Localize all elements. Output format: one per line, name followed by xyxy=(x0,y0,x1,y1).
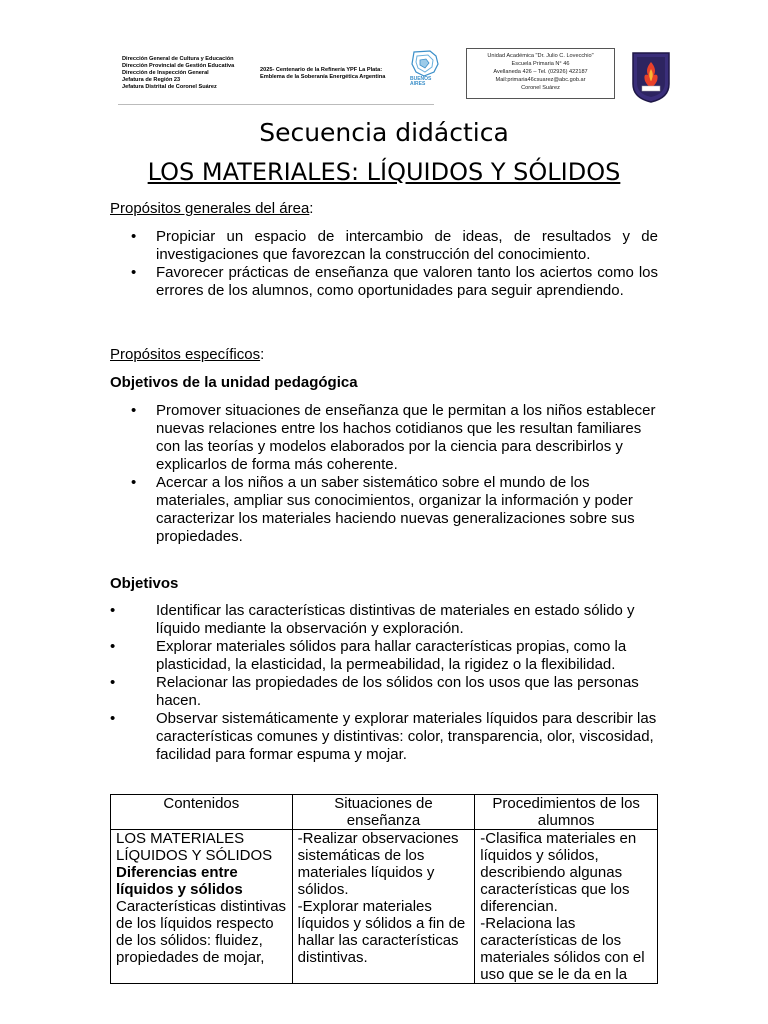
header-line: Dirección Provincial de Gestión Educativa xyxy=(122,63,235,69)
document-title: Secuencia didáctica xyxy=(259,118,509,147)
list-item: • Acercar a los niños a un saber sistemático sobre el mundo de los materiales, ampliar sus conocimientos, organizar la información y poder caracterizar los materiales haciendo nuevas generalizaciones sobre sus propiedades. xyxy=(131,474,635,545)
list-item: • Relacionar las propiedades de los sólidos con los usos que las personas hacen. xyxy=(110,674,639,709)
school-line: Escuela Primaria N° 46 xyxy=(511,61,570,67)
bullet-icon: • xyxy=(110,674,116,691)
bullet-icon: • xyxy=(131,474,137,491)
document-subtitle: LOS MATERIALES: LÍQUIDOS Y SÓLIDOS xyxy=(147,158,621,186)
bullet-icon: • xyxy=(131,228,137,245)
school-line: Avellaneda 426 – Tel. (02926) 422187 xyxy=(493,69,588,75)
content-table xyxy=(110,794,658,984)
bullet-icon: • xyxy=(110,602,116,619)
header-line: Emblema de la Soberanía Energética Argentina xyxy=(260,74,386,80)
section-heading: Propósitos generales del área xyxy=(110,200,310,217)
list-item: • Propiciar un espacio de intercambio de ideas, de resultados y de investigaciones que favorezcan la construcción del conocimiento. xyxy=(131,228,658,263)
buenos-aires-logo xyxy=(408,50,442,94)
bullet-icon: • xyxy=(110,638,116,655)
general-purposes-list xyxy=(110,228,658,300)
objectives-heading: Objetivos xyxy=(110,575,179,592)
list-item: • Explorar materiales sólidos para hallar características propias, como la plasticidad, la elasticidad, la permeabilidad, la rigidez o la flexibilidad. xyxy=(110,638,627,673)
header-institution-lines xyxy=(122,56,262,91)
school-line: Mail:primaria46csuarez@abc.gob.ar xyxy=(495,77,586,83)
unit-objectives-heading: Objetivos de la unidad pedagógica xyxy=(110,374,358,391)
table-header-cell: Procedimientos de los alumnos xyxy=(475,795,658,830)
logo-text: AIRES xyxy=(410,81,426,87)
header-line: Jefatura Distrital de Coronel Suárez xyxy=(122,84,217,90)
table-header-cell: Contenidos xyxy=(111,795,293,830)
header-line: Dirección General de Cultura y Educación xyxy=(122,56,234,62)
header-line: Jefatura de Región 23 xyxy=(122,77,181,83)
list-item: • Promover situaciones de enseñanza que le permitan a los niños establecer nuevas relaciones entre los hachos cotidianos que les resultan familiares con las teorías y modelos elaborados por la ciencia para describirlos y explicarlos de forma más coherente. xyxy=(131,402,656,473)
bullet-icon: • xyxy=(131,264,137,281)
school-crest-icon xyxy=(630,50,672,104)
school-line: Coronel Suárez xyxy=(521,85,560,91)
table-cell-procedimientos: -Clasifica materiales en líquidos y sólidos, describiendo algunas características que los diferencian. -Relaciona las características de los materiales sólidos con el uso que se le da en la xyxy=(475,830,658,984)
list-item: • Identificar las características distintivas de materiales en estado sólido y líquido mediante la observación y exploración. xyxy=(110,602,635,637)
header-centenary-lines xyxy=(260,67,410,81)
table-cell-contenidos: LOS MATERIALES LÍQUIDOS Y SÓLIDOS Diferencias entre líquidos y sólidos Características distintivas de los líquidos respecto de los sólidos: fluidez, propiedades de mojar, xyxy=(111,830,293,984)
unit-objectives-list xyxy=(110,402,658,546)
header-line: Dirección de Inspección General xyxy=(122,70,209,76)
specific-purposes-heading: Propósitos específicos: xyxy=(110,346,265,363)
province-map-icon xyxy=(408,50,442,78)
list-item: • Favorecer prácticas de enseñanza que valoren tanto los aciertos como los errores de los alumnos, como oportunidades para seguir aprendiendo. xyxy=(131,264,658,299)
bullet-icon: • xyxy=(110,710,116,727)
header-divider xyxy=(118,104,434,105)
school-line: Unidad Académica "Dr. Julio C. Lovecchio" xyxy=(487,53,594,59)
objectives-list xyxy=(110,602,658,764)
bullet-icon: • xyxy=(131,402,137,419)
table-cell-situaciones: -Realizar observaciones sistemáticas de los materiales líquidos y sólidos. -Explorar materiales líquidos y sólidos a fin de hallar las características distintivas. xyxy=(292,830,475,984)
logo-text: BUENOS xyxy=(410,76,432,82)
school-info-box xyxy=(466,48,615,99)
table-row xyxy=(111,830,658,984)
table-header-cell: Situaciones de enseñanza xyxy=(292,795,475,830)
header-line: 2025- Centenario de la Refinería YPF La Plata: xyxy=(260,67,383,73)
section-heading: Propósitos específicos xyxy=(110,346,261,363)
general-purposes-heading: Propósitos generales del área: xyxy=(110,200,314,217)
table-header-row xyxy=(111,795,658,830)
list-item: • Observar sistemáticamente y explorar materiales líquidos para describir las características comunes y distintivas: color, transparencia, olor, viscosidad, facilidad para formar espuma y mojar. xyxy=(110,710,657,763)
